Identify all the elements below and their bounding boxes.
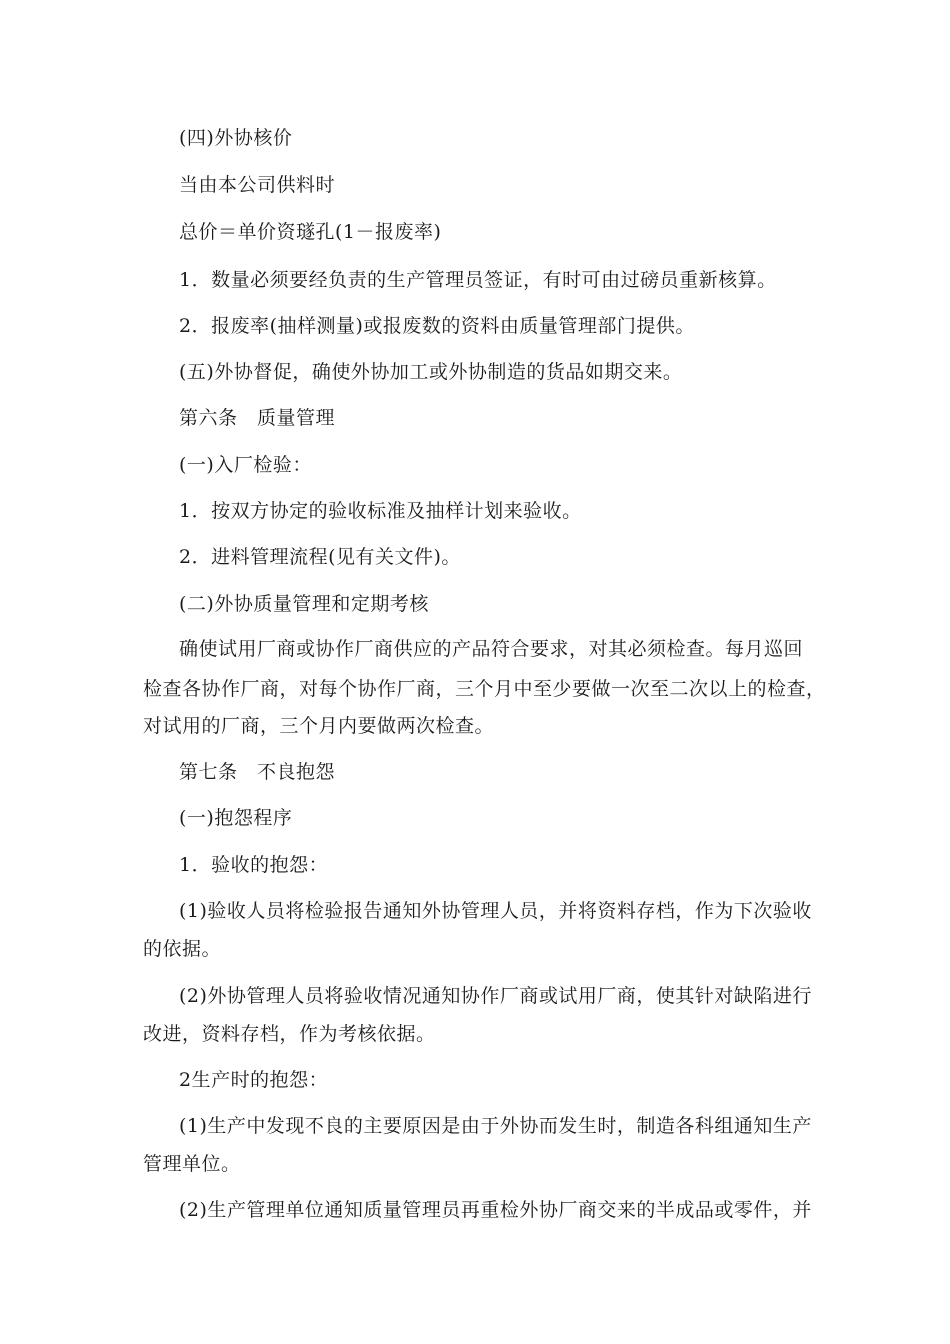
section-heading-quality-review: (二)外协质量管理和定期考核 xyxy=(179,593,429,615)
paragraph-line: (1)验收人员将检验报告通知外协管理人员，并将资料存档，作为下次验收 xyxy=(179,900,812,922)
paragraph-line: 确使试用厂商或协作厂商供应的产品符合要求，对其必须检查。每月巡回 xyxy=(179,638,804,660)
section-heading-complaint-procedure: (一)抱怨程序 xyxy=(179,807,293,829)
paragraph-line: 当由本公司供料时 xyxy=(179,174,336,196)
formula-line: 总价＝单价资璲孔(1－报废率) xyxy=(179,221,442,243)
list-item: 2生产时的抱怨： xyxy=(179,1069,329,1091)
paragraph-line: 改进，资料存档，作为考核依据。 xyxy=(143,1023,436,1045)
list-item: 2．报废率(抽样测量)或报废数的资料由质量管理部门提供。 xyxy=(179,315,695,337)
list-item: 1．数量必须要经负责的生产管理员签证，有时可由过磅员重新核算。 xyxy=(179,269,777,291)
section-heading-outsourcing-pricing: (四)外协核价 xyxy=(179,127,293,149)
paragraph-line: 管理单位。 xyxy=(143,1153,241,1175)
list-item: 1．验收的抱怨： xyxy=(179,854,329,876)
paragraph-line: 检查各协作厂商，对每个协作厂商，三个月中至少要做一次至二次以上的检查， xyxy=(143,678,826,700)
paragraph-line: (2)外协管理人员将验收情况通知协作厂商或试用厂商，使其针对缺陷进行 xyxy=(179,985,812,1007)
section-heading-incoming-inspection: (一)入厂检验： xyxy=(179,454,312,476)
paragraph-line: (2)生产管理单位通知质量管理员再重检外协厂商交来的半成品或零件，并 xyxy=(179,1199,812,1221)
section-heading-outsourcing-urge: (五)外协督促，确使外协加工或外协制造的货品如期交来。 xyxy=(179,361,683,383)
list-item: 2．进料管理流程(见有关文件)。 xyxy=(179,546,461,568)
paragraph-line: (1)生产中发现不良的主要原因是由于外协而发生时，制造各科组通知生产 xyxy=(179,1115,812,1137)
paragraph-line: 的依据。 xyxy=(143,938,222,960)
paragraph-line: 对试用的厂商，三个月内要做两次检查。 xyxy=(143,715,495,737)
article-heading-quality: 第六条 质量管理 xyxy=(179,407,336,429)
article-heading-complaints: 第七条 不良抱怨 xyxy=(179,761,336,783)
list-item: 1．按双方协定的验收标准及抽样计划来验收。 xyxy=(179,500,582,522)
